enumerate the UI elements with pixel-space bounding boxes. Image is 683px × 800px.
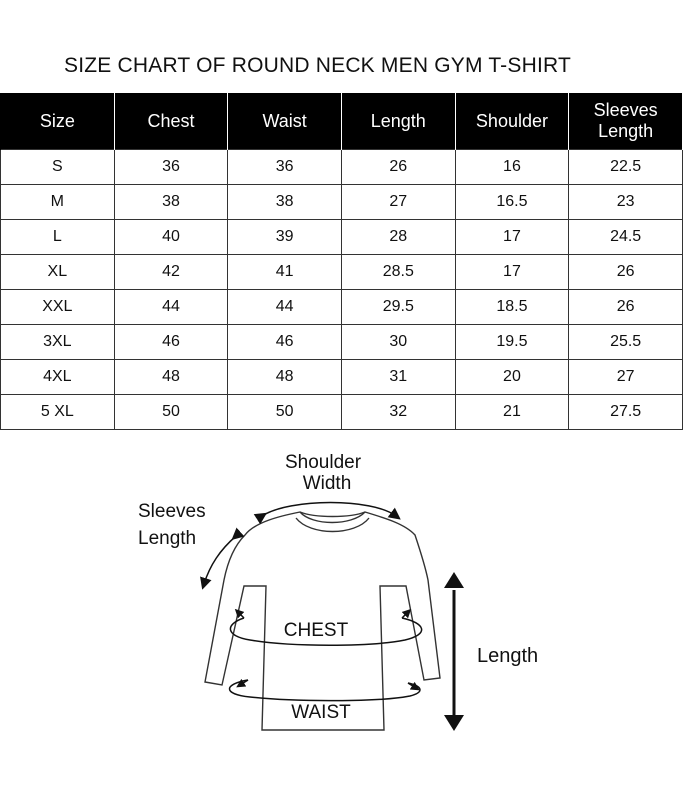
measurement-cell: 23 (569, 185, 683, 220)
shoulder-arrow-icon (262, 503, 396, 517)
measurement-cell: 40 (114, 220, 228, 255)
table-row (1, 290, 683, 325)
page-title: SIZE CHART OF ROUND NECK MEN GYM T-SHIRT (64, 54, 571, 77)
table-row (1, 325, 683, 360)
table-row (1, 255, 683, 290)
size-cell: XXL (1, 290, 115, 325)
header-length: Length (341, 93, 455, 150)
length-label: Length (477, 645, 539, 667)
measurement-cell: 26 (569, 255, 683, 290)
table-row (1, 185, 683, 220)
measurement-cell: 50 (228, 395, 342, 430)
header-shoulder: Shoulder (455, 93, 569, 150)
measurement-cell: 32 (341, 395, 455, 430)
size-cell: S (1, 150, 115, 185)
size-cell: XL (1, 255, 115, 290)
tshirt-measurement-diagram (0, 440, 683, 790)
measurement-cell: 27 (341, 185, 455, 220)
table-row (1, 220, 683, 255)
measurement-cell: 21 (455, 395, 569, 430)
waist-arrow-icon (230, 680, 420, 701)
measurement-cell: 18.5 (455, 290, 569, 325)
measurement-cell: 48 (228, 360, 342, 395)
sleeves-label-line2: Length (138, 528, 197, 549)
length-arrow-icon (444, 572, 464, 731)
measurement-cell: 26 (341, 150, 455, 185)
measurement-cell: 38 (114, 185, 228, 220)
measurement-cell: 22.5 (569, 150, 683, 185)
header-waist: Waist (228, 93, 342, 150)
measurement-cell: 27 (569, 360, 683, 395)
measurement-cell: 41 (228, 255, 342, 290)
measurement-cell: 24.5 (569, 220, 683, 255)
measurement-cell: 17 (455, 255, 569, 290)
measurement-cell: 44 (114, 290, 228, 325)
table-header-row (1, 93, 683, 150)
table-row (1, 150, 683, 185)
measurement-cell: 17 (455, 220, 569, 255)
measurement-cell: 39 (228, 220, 342, 255)
measurement-cell: 38 (228, 185, 342, 220)
size-cell: M (1, 185, 115, 220)
size-cell: 4XL (1, 360, 115, 395)
header-sleeves-length: Sleeves Length (569, 93, 683, 150)
measurement-cell: 42 (114, 255, 228, 290)
measurement-cell: 27.5 (569, 395, 683, 430)
shoulder-label-line2: Width (302, 473, 352, 494)
chest-label: CHEST (283, 620, 349, 641)
measurement-cell: 19.5 (455, 325, 569, 360)
measurement-cell: 26 (569, 290, 683, 325)
measurement-cell: 28 (341, 220, 455, 255)
measurement-cell: 16 (455, 150, 569, 185)
measurement-cell: 36 (114, 150, 228, 185)
size-cell: 5 XL (1, 395, 115, 430)
measurement-cell: 46 (114, 325, 228, 360)
measurement-cell: 30 (341, 325, 455, 360)
sleeves-label-line1: Sleeves (138, 501, 206, 522)
table-row (1, 360, 683, 395)
measurement-cell: 50 (114, 395, 228, 430)
table-row (1, 395, 683, 430)
sleeves-arrow-icon (204, 536, 236, 584)
header-chest: Chest (114, 93, 228, 150)
measurement-cell: 36 (228, 150, 342, 185)
measurement-cell: 48 (114, 360, 228, 395)
measurement-cell: 25.5 (569, 325, 683, 360)
measurement-cell: 16.5 (455, 185, 569, 220)
measurement-cell: 29.5 (341, 290, 455, 325)
size-cell: L (1, 220, 115, 255)
shoulder-label-line1: Shoulder (284, 452, 362, 473)
size-chart-table (0, 93, 683, 430)
measurement-cell: 46 (228, 325, 342, 360)
measurement-cell: 20 (455, 360, 569, 395)
measurement-cell: 28.5 (341, 255, 455, 290)
header-size: Size (1, 93, 115, 150)
measurement-cell: 31 (341, 360, 455, 395)
size-cell: 3XL (1, 325, 115, 360)
waist-label: WAIST (291, 702, 351, 723)
measurement-cell: 44 (228, 290, 342, 325)
